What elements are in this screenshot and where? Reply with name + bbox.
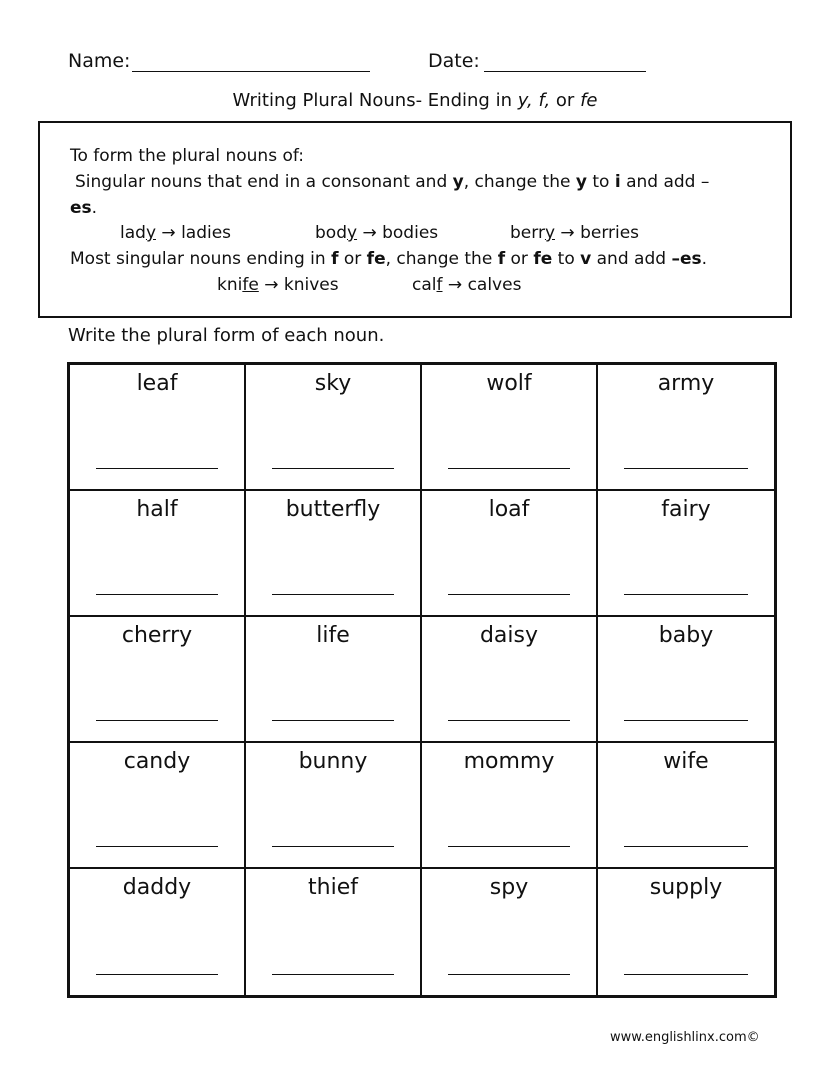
answer-line[interactable] <box>448 720 570 721</box>
answer-line[interactable] <box>272 720 394 721</box>
answer-line[interactable] <box>96 720 218 721</box>
word-cell <box>422 491 598 617</box>
word-label: wolf <box>486 371 532 396</box>
word-cell <box>70 743 246 869</box>
word-cell <box>598 365 774 491</box>
word-label: army <box>657 371 715 396</box>
header <box>68 50 768 80</box>
word-cell <box>246 365 422 491</box>
word-label: candy <box>123 749 191 774</box>
word-label: loaf <box>488 497 530 522</box>
answer-line[interactable] <box>96 846 218 847</box>
answer-line[interactable] <box>624 974 747 975</box>
word-cell <box>598 617 774 743</box>
footer-credit: www.englishlinx.com© <box>610 1030 760 1045</box>
word-label: bunny <box>298 749 368 774</box>
instruction: Write the plural form of each noun. <box>68 325 385 346</box>
word-label: life <box>316 623 350 648</box>
date-field[interactable] <box>484 71 646 72</box>
word-cell <box>422 365 598 491</box>
rule-y-end: es. <box>70 198 98 218</box>
answer-line[interactable] <box>272 974 394 975</box>
rule-y: Singular nouns that end in a consonant and y, change the y to i and add – <box>75 172 710 192</box>
word-cell <box>70 869 246 995</box>
word-cell <box>598 743 774 869</box>
word-label: thief <box>308 875 358 900</box>
worksheet-title: Writing Plural Nouns- Ending in y, f, or fe <box>232 90 598 111</box>
example-lady: lady → ladies <box>120 223 232 243</box>
answer-line[interactable] <box>448 846 570 847</box>
answer-line[interactable] <box>624 846 747 847</box>
word-cell <box>598 491 774 617</box>
word-cell <box>246 743 422 869</box>
word-label: cherry <box>121 623 193 648</box>
word-label: daisy <box>479 623 539 648</box>
word-cell <box>246 617 422 743</box>
word-label: leaf <box>136 371 178 396</box>
answer-line[interactable] <box>624 468 747 469</box>
word-label: spy <box>489 875 529 900</box>
word-cell <box>598 869 774 995</box>
word-cell <box>422 617 598 743</box>
word-label: butterfly <box>285 497 381 522</box>
rules-box <box>38 121 792 318</box>
answer-line[interactable] <box>96 594 218 595</box>
word-label: fairy <box>661 497 711 522</box>
answer-line[interactable] <box>624 720 747 721</box>
word-cell <box>422 743 598 869</box>
name-label: Name: <box>68 50 131 72</box>
answer-line[interactable] <box>624 594 747 595</box>
word-cell <box>246 491 422 617</box>
word-label: supply <box>649 875 723 900</box>
word-cell <box>70 491 246 617</box>
example-berry: berry → berries <box>510 223 640 243</box>
example-body: body → bodies <box>315 223 439 243</box>
rules-intro: To form the plural nouns of: <box>70 146 304 166</box>
word-cell <box>70 617 246 743</box>
word-label: mommy <box>463 749 555 774</box>
word-label: baby <box>658 623 714 648</box>
word-cell <box>422 869 598 995</box>
answer-line[interactable] <box>96 468 218 469</box>
name-field[interactable] <box>132 71 370 72</box>
answer-line[interactable] <box>272 594 394 595</box>
word-cell <box>246 869 422 995</box>
answer-line[interactable] <box>448 468 570 469</box>
answer-line[interactable] <box>448 594 570 595</box>
answer-line[interactable] <box>448 974 570 975</box>
word-cell <box>70 365 246 491</box>
answer-line[interactable] <box>272 468 394 469</box>
word-label: sky <box>314 371 352 396</box>
date-label: Date: <box>428 50 480 72</box>
rule-f: Most singular nouns ending in f or fe, change the f or fe to v and add –es. <box>70 249 707 269</box>
word-grid <box>67 362 777 998</box>
answer-line[interactable] <box>272 846 394 847</box>
word-label: half <box>136 497 178 522</box>
answer-line[interactable] <box>96 974 218 975</box>
word-label: wife <box>663 749 709 774</box>
example-calf: calf → calves <box>412 275 522 295</box>
example-knife: knife → knives <box>217 275 339 295</box>
word-label: daddy <box>122 875 192 900</box>
